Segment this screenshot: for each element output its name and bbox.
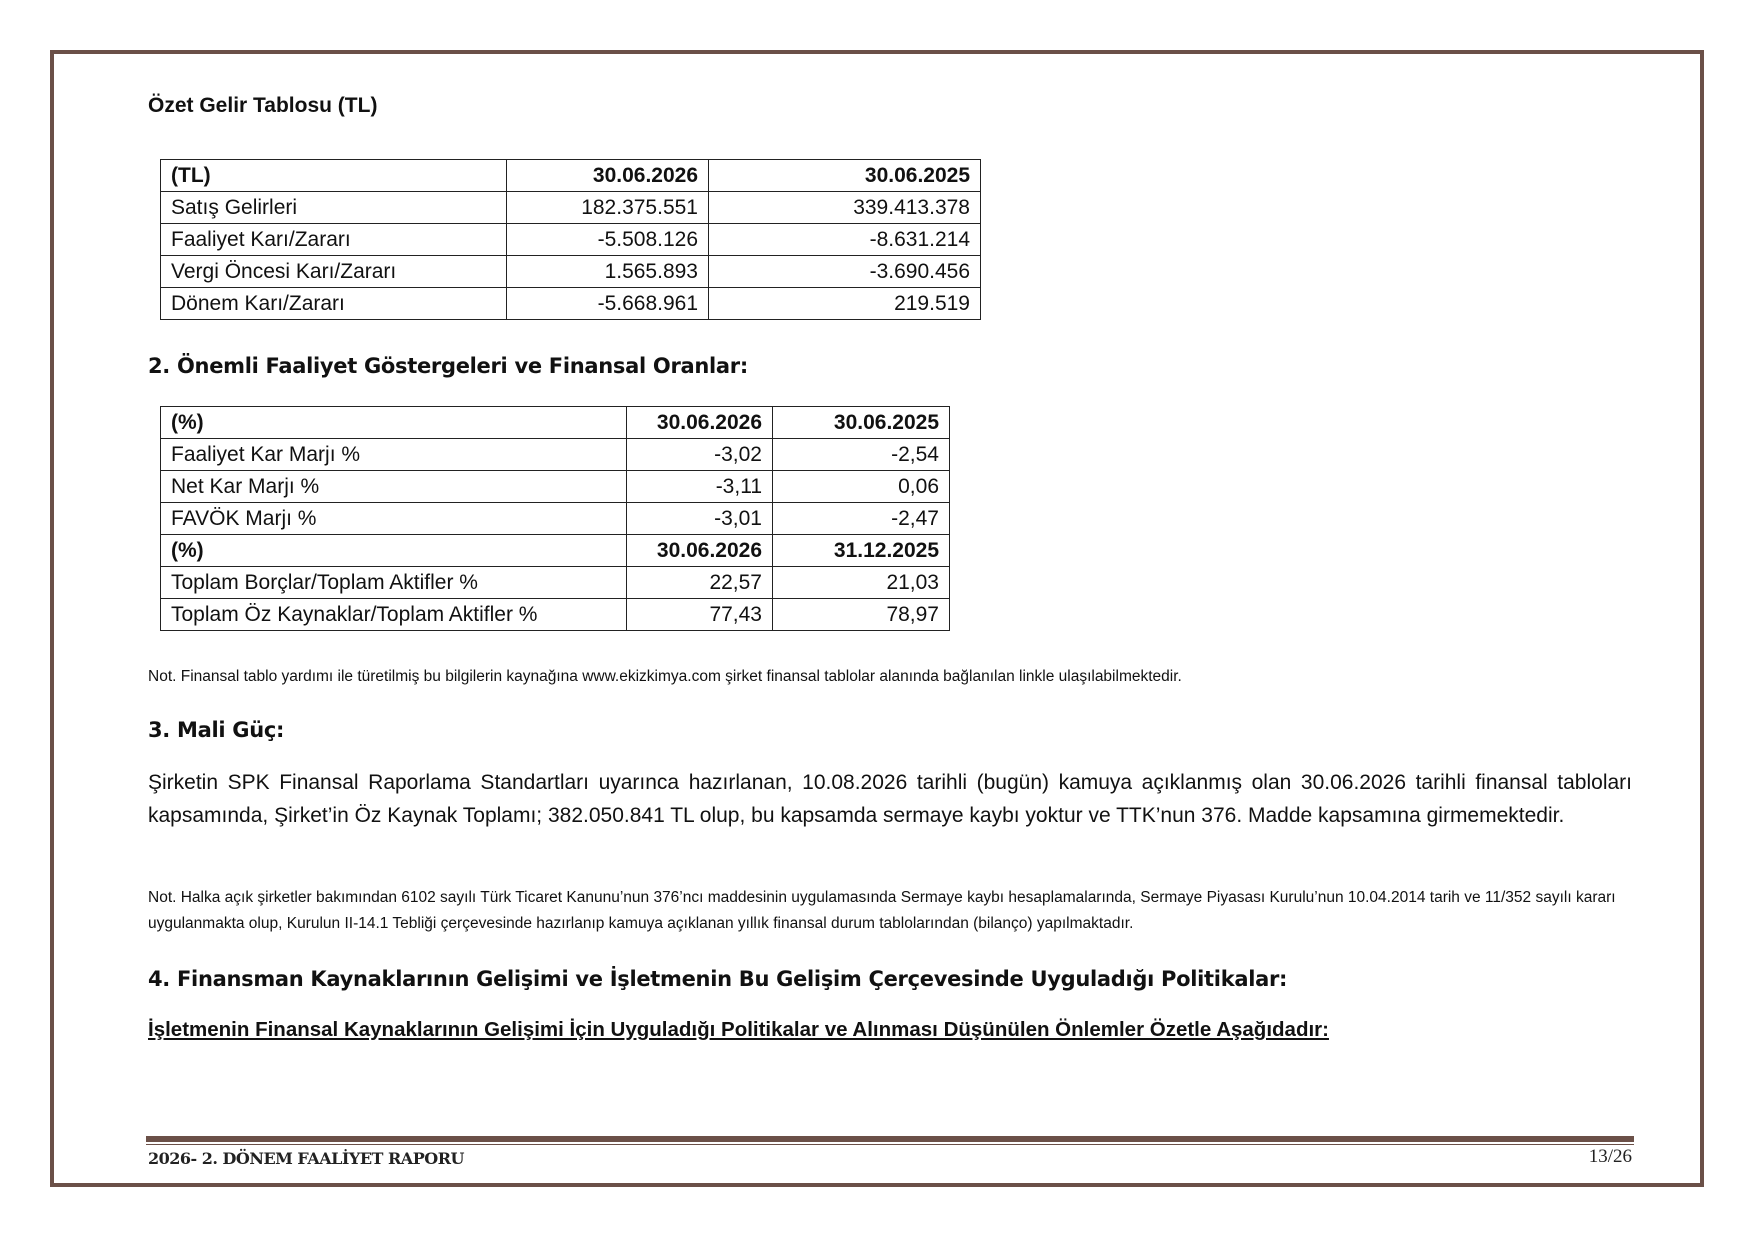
table-cell: 182.375.551 [507,192,709,224]
ratio-table [160,406,950,631]
table-cell: Faaliyet Kar Marjı % [161,439,627,471]
table-row [161,471,950,503]
table-row [161,256,981,288]
income-table [160,159,981,320]
table-cell: (%) [161,407,627,439]
table-cell: (%) [161,535,627,567]
table-cell: 77,43 [627,599,773,631]
table-cell: 22,57 [627,567,773,599]
table-cell: 1.565.893 [507,256,709,288]
table-cell: 21,03 [773,567,950,599]
table-header-row [161,535,950,567]
table-cell: -5.508.126 [507,224,709,256]
table-header-row [161,407,950,439]
table-cell: FAVÖK Marjı % [161,503,627,535]
financial-source-note: Not. Finansal tablo yardımı ile türetilmiş bu bilgilerin kaynağına www.ekizkimya.com şirket finansal tablolar alanında bağlanılan linkle ulaşılabilmektedir. [148,668,1182,685]
table-cell: -5.668.961 [507,288,709,320]
table-cell: Toplam Öz Kaynaklar/Toplam Aktifler % [161,599,627,631]
table-row [161,288,981,320]
table-cell: 0,06 [773,471,950,503]
table-cell: Satış Gelirleri [161,192,507,224]
footer-rule [146,1136,1634,1142]
table-cell: -3,11 [627,471,773,503]
table-cell: 339.413.378 [709,192,981,224]
table-cell: Vergi Öncesi Karı/Zararı [161,256,507,288]
table-cell: (TL) [161,160,507,192]
table-row [161,503,950,535]
table-cell: 30.06.2026 [627,407,773,439]
table-row [161,567,950,599]
footer-rule-thin [146,1144,1634,1145]
table-cell: Toplam Borçlar/Toplam Aktifler % [161,567,627,599]
section-3-paragraph: Şirketin SPK Finansal Raporlama Standartları uyarınca hazırlanan, 10.08.2026 tarihli (bugün) kamuya açıklanmış olan 30.06.2026 tarihli finansal tabloları kapsamında, Şirket’in Öz Kaynak Toplamı; 382.050.841 TL olup, bu kapsamda sermaye kaybı yoktur ve TTK’nun 376. Madde kapsamına girmemektedir. [148,771,1632,827]
table-cell: 219.519 [709,288,981,320]
table-cell: Dönem Karı/Zararı [161,288,507,320]
table-cell: 30.06.2025 [773,407,950,439]
footer-report-title: 2026- 2. DÖNEM FAALİYET RAPORU [148,1149,464,1168]
table-row [161,192,981,224]
table-cell: -3.690.456 [709,256,981,288]
section-3-title: 3. Mali Güç: [148,718,285,742]
capital-loss-note: Not. Halka açık şirketler bakımından 6102 sayılı Türk Ticaret Kanunu’nun 376’ncı maddesinin uygulamasında Sermaye kaybı hesaplamalarında, Sermaye Piyasası Kurulu’nun 10.04.2014 tarih ve 11/352 sayılı kararı uygulanmakta olup, Kurulun II-14.1 Tebliği çerçevesinde hazırlanıp kamuya açıklanan yıllık finansal durum tablolarından (bilanço) yapılmaktadır. [148,889,1616,932]
section-4-title: 4. Finansman Kaynaklarının Gelişimi ve İşletmenin Bu Gelişim Çerçevesinde Uyguladığı Politikalar: [148,967,1288,991]
table-cell: -2,54 [773,439,950,471]
table-header-row [161,160,981,192]
table-cell: 31.12.2025 [773,535,950,567]
table-cell: 30.06.2026 [627,535,773,567]
table-cell: 30.06.2026 [507,160,709,192]
table-cell: -3,02 [627,439,773,471]
table-row [161,439,950,471]
page-number: 13/26 [1588,1146,1632,1167]
table-cell: -3,01 [627,503,773,535]
section-2-title: 2. Önemli Faaliyet Göstergeleri ve Finansal Oranlar: [148,354,748,378]
income-table-title: Özet Gelir Tablosu (TL) [148,94,378,117]
table-row [161,599,950,631]
table-cell: -8.631.214 [709,224,981,256]
table-cell: Net Kar Marjı % [161,471,627,503]
table-cell: Faaliyet Karı/Zararı [161,224,507,256]
table-cell: -2,47 [773,503,950,535]
table-cell: 78,97 [773,599,950,631]
table-cell: 30.06.2025 [709,160,981,192]
table-row [161,224,981,256]
section-4-subtitle: İşletmenin Finansal Kaynaklarının Gelişimi İçin Uyguladığı Politikalar ve Alınması Düşünülen Önlemler Özetle Aşağıdadır: [148,1018,1329,1041]
